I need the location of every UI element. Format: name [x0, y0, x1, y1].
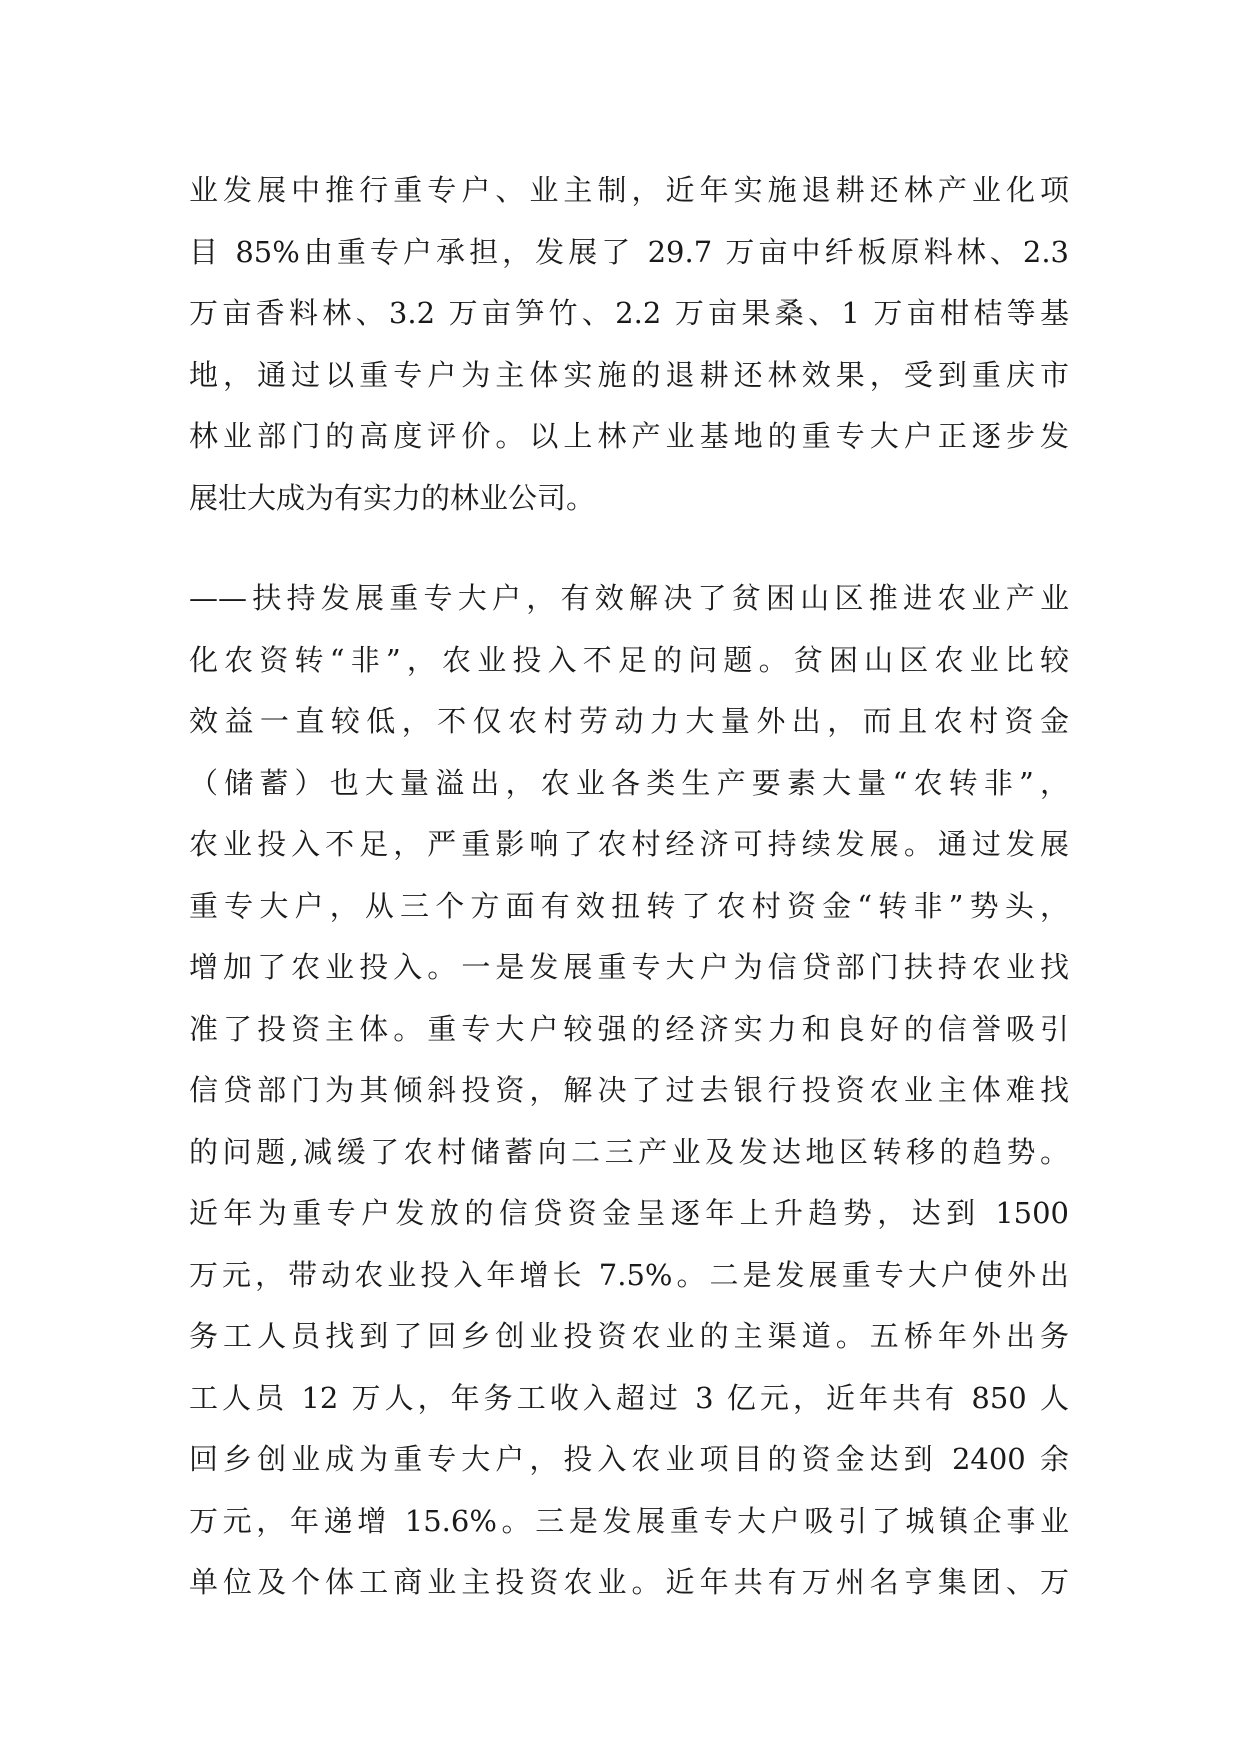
- text-line: （储蓄）也大量溢出，农业各类生产要素大量“农转非”，: [189, 765, 1069, 800]
- text-line: 的问题,减缓了农村储蓄向二三产业及发达地区转移的趋势。: [189, 1134, 1069, 1169]
- text-line: 回乡创业成为重专大户，投入农业项目的资金达到 2400 余: [189, 1442, 1069, 1476]
- text-line: 信贷部门为其倾斜投资，解决了过去银行投资农业主体难找: [189, 1073, 1069, 1107]
- text-line: 化农资转“非”，农业投入不足的问题。贫困山区农业比较: [189, 642, 1069, 677]
- text-line: 林业部门的高度评价。以上林产业基地的重专大户正逐步发: [189, 419, 1069, 453]
- text-line: ——扶持发展重专大户，有效解决了贫困山区推进农业产业: [189, 581, 1069, 615]
- text-line: 准了投资主体。重专大户较强的经济实力和良好的信誉吸引: [189, 1011, 1069, 1046]
- text-line: 万元，年递增 15.6%。三是发展重专大户吸引了城镇企事业: [189, 1503, 1069, 1538]
- text-line: 工人员 12 万人，年务工收入超过 3 亿元，近年共有 850 人: [189, 1380, 1069, 1415]
- text-line: 业发展中推行重专户、业主制，近年实施退耕还林产业化项: [189, 173, 1069, 207]
- text-line: 效益一直较低，不仅农村劳动力大量外出，而且农村资金: [189, 704, 1069, 738]
- text-line: 近年为重专户发放的信贷资金呈逐年上升趋势，达到 1500: [189, 1196, 1069, 1230]
- text-line: 重专大户，从三个方面有效扭转了农村资金“转非”势头，: [189, 888, 1069, 923]
- text-line: 万元，带动农业投入年增长 7.5%。二是发展重专大户使外出: [189, 1257, 1069, 1292]
- text-line: 单位及个体工商业主投资农业。近年共有万州名亨集团、万: [189, 1565, 1069, 1599]
- text-line: 地，通过以重专户为主体实施的退耕还林效果，受到重庆市: [189, 357, 1069, 392]
- text-line: 展壮大成为有实力的林业公司。: [189, 480, 596, 515]
- paragraph-forestry-specialists: [189, 160, 1069, 529]
- paragraph-agricultural-investment: [189, 568, 1069, 1614]
- text-line: 农业投入不足，严重影响了农村经济可持续发展。通过发展: [189, 827, 1069, 861]
- text-line: 务工人员找到了回乡创业投资农业的主渠道。五桥年外出务: [189, 1319, 1069, 1353]
- text-line: 增加了农业投入。一是发展重专大户为信贷部门扶持农业找: [189, 950, 1069, 984]
- text-line: 目 85%由重专户承担，发展了 29.7 万亩中纤板原料林、2.3: [189, 234, 1069, 269]
- text-line: 万亩香料林、3.2 万亩笋竹、2.2 万亩果桑、1 万亩柑桔等基: [189, 296, 1069, 330]
